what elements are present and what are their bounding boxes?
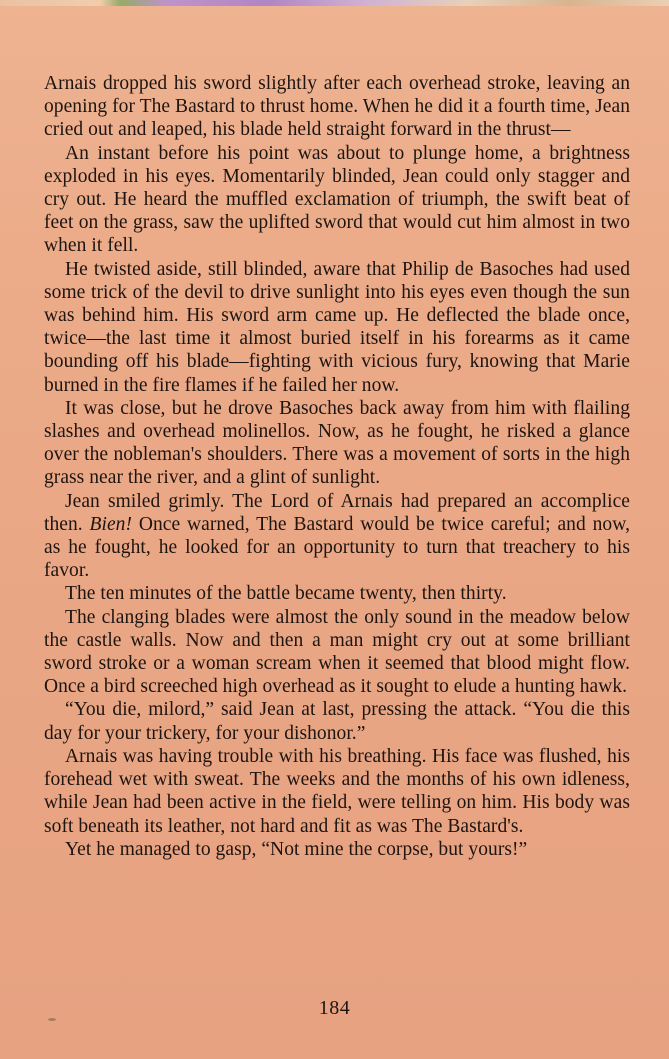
paragraph — [44, 72, 630, 142]
paragraph-text: Arnais was having trouble with his breathing. His face was flushed, his forehead wet with sweat. The weeks and the months of his own idleness, while Jean had been active in the field, were telling on him. His body was soft beneath its leather, not hard and fit as was The Bastard's. — [44, 745, 630, 837]
paragraph-text: Once warned, The Bastard would be twice careful; and now, as he fought, he looked for an opportunity to turn that treachery to his favor. — [44, 513, 631, 582]
paragraph — [44, 745, 630, 838]
emphasized-word: Bien! — [89, 513, 133, 535]
paragraph-text: He twisted aside, still blinded, aware that Philip de Basoches had used some trick of the devil to drive sunlight into his eyes even though the sun was behind him. His sword arm came up. He deflected the blade once, twice—the last time it almost buried itself in his forearms as it came bounding off his blade—fighting with vicious fury, knowing that Marie burned in the fire flames if he failed her now. — [44, 258, 630, 396]
paragraph-text: Yet he managed to gasp, “Not mine the corpse, but yours!” — [65, 838, 528, 860]
paragraph — [44, 397, 630, 490]
paper-speck — [48, 1018, 56, 1021]
paragraph — [44, 142, 630, 258]
paragraph — [44, 838, 630, 861]
page-number: 184 — [318, 997, 351, 1019]
paragraph-text: “You die, milord,” said Jean at last, pressing the attack. “You die this day for your trickery, for your dishonor.” — [44, 699, 630, 744]
paragraph — [44, 490, 630, 583]
page-top-edge — [0, 0, 669, 6]
paragraph-text: Jean smiled grimly. The Lord of Arnais had prepared an accomplice then. — [44, 490, 630, 535]
paragraph-text: Arnais dropped his sword slightly after each overhead stroke, leaving an opening for The Bastard to thrust home. When he did it a fourth time, Jean cried out and leaped, his blade held straight forward in the thrust— — [44, 73, 630, 141]
paragraph-text: The ten minutes of the battle became twenty, then thirty. — [65, 583, 507, 605]
paragraph — [44, 606, 630, 699]
paragraph-text: An instant before his point was about to plunge home, a brightness exploded in his eyes. Momentarily blinded, Jean could only stagger and cry out. He heard the muffled exclamation of triumph, the swift beat of feet on the grass, saw the uplifted sword that would cut him almost in two when it fell. — [44, 142, 630, 257]
paragraph — [44, 698, 630, 744]
paragraph-text: The clanging blades were almost the only sound in the meadow below the castle walls. Now and then a man might cry out at some brilliant sword stroke or a woman scream when it seemed that blood might flow. Once a bird screeched high overhead as it sought to elude a hunting hawk. — [44, 606, 630, 698]
body-text — [44, 72, 630, 861]
paragraph — [44, 582, 630, 605]
paragraph-text: It was close, but he drove Basoches back away from him with flailing slashes and overhead molinellos. Now, as he fought, he risked a glance over the nobleman's shoulders. There was a movement of sorts in the high grass near the river, and a glint of sunlight. — [44, 397, 630, 489]
paragraph — [44, 258, 630, 397]
